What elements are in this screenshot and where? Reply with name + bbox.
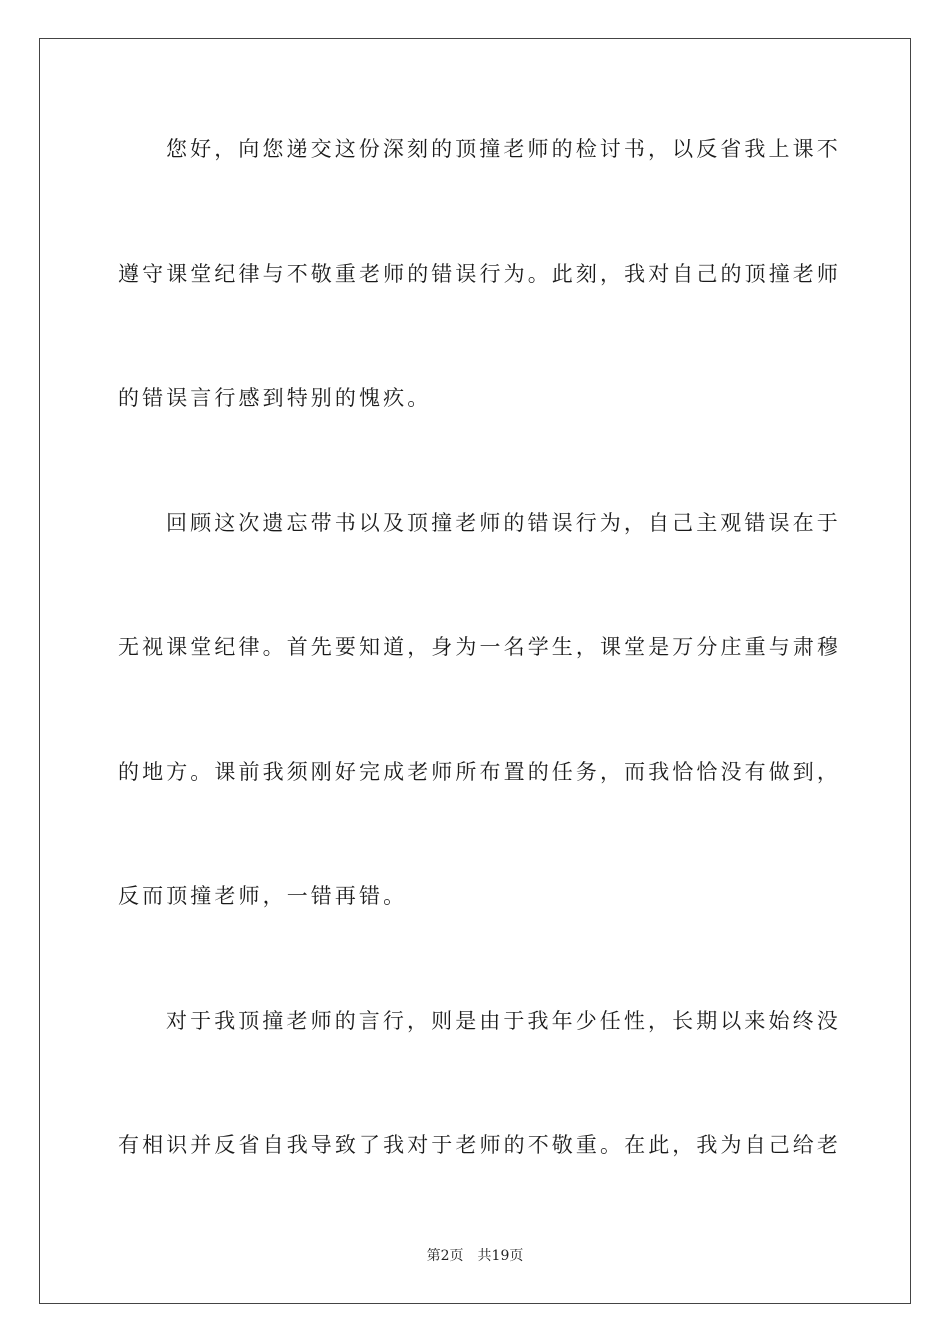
page-number: 第2页	[426, 1248, 464, 1264]
page-total: 共19页	[477, 1248, 524, 1264]
paragraph-3-line-1: 对于我顶撞老师的言行，则是由于我年少任性，长期以来始终没	[166, 1009, 841, 1033]
paragraph-2-line-4: 反而顶撞老师，一错再错。	[118, 884, 408, 908]
paragraph-3-line-2: 有相识并反省自我导致了我对于老师的不敬重。在此，我为自己给老	[118, 1133, 841, 1157]
paragraph-2-line-2: 无视课堂纪律。首先要知道，身为一名学生，课堂是万分庄重与肃穆	[118, 635, 841, 659]
paragraph-2-line-1: 回顾这次遗忘带书以及顶撞老师的错误行为，自己主观错误在于	[166, 511, 841, 535]
page-footer	[0, 1245, 950, 1265]
paragraph-1-line-1: 您好，向您递交这份深刻的顶撞老师的检讨书，以反省我上课不	[166, 137, 841, 161]
paragraph-1-line-2: 遵守课堂纪律与不敬重老师的错误行为。此刻，我对自己的顶撞老师	[118, 262, 841, 286]
page-border	[39, 38, 911, 1304]
paragraph-1-line-3: 的错误言行感到特别的愧疚。	[118, 386, 432, 410]
paragraph-2-line-3: 的地方。课前我须刚好完成老师所布置的任务，而我恰恰没有做到，	[118, 760, 841, 784]
